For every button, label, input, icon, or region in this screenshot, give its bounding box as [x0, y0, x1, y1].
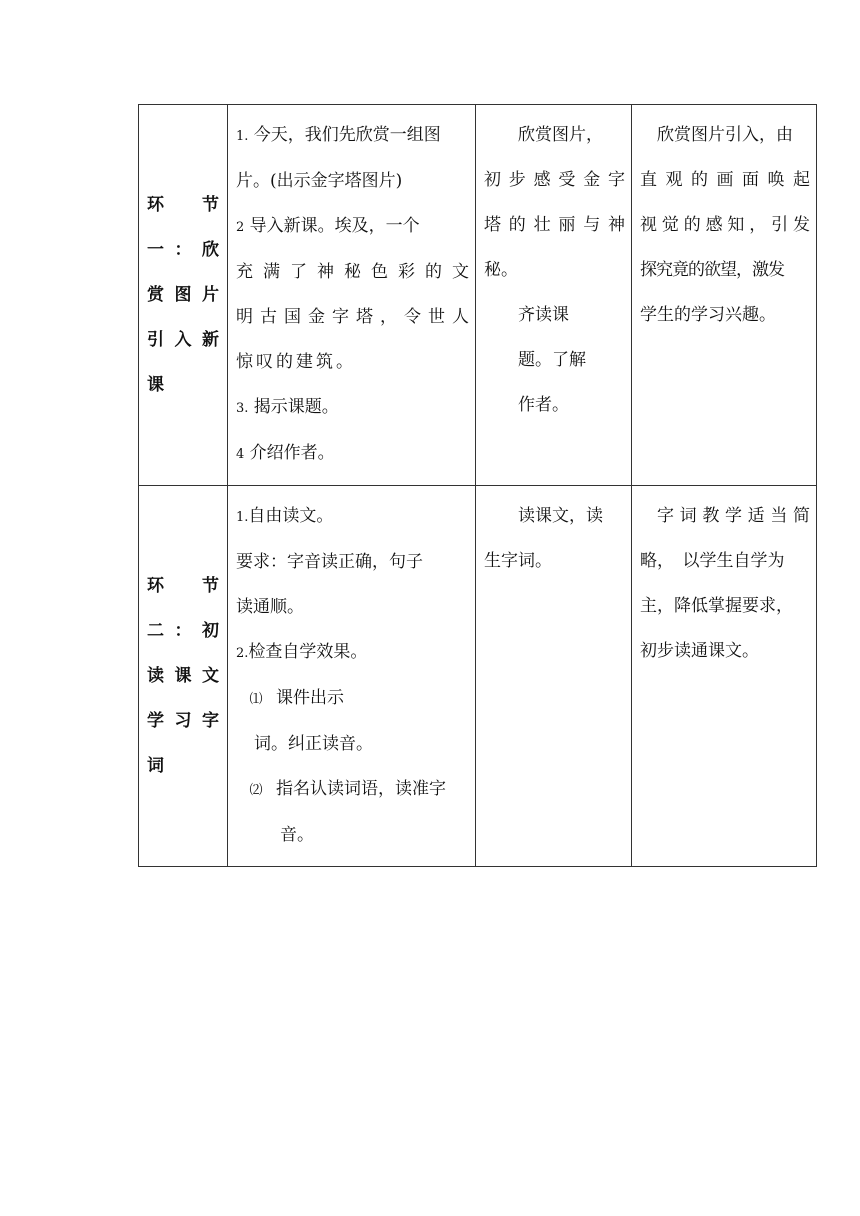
student-activity-cell — [476, 105, 632, 486]
teacher-text: 充满了神秘色彩的文 — [236, 262, 469, 282]
teacher-text: 课件出示 — [276, 688, 344, 708]
design-text: 探究竟的欲望，激发 — [640, 260, 784, 280]
item-number: 1. — [236, 510, 249, 525]
design-text: 初步读通课文。 — [640, 641, 759, 661]
design-text: 欣赏图片引入，由 — [657, 125, 793, 145]
stage-line: 读课文 — [147, 665, 219, 686]
stage-line: 二：初 — [147, 620, 219, 641]
item-number: 3. — [236, 401, 249, 416]
teacher-activity-cell — [228, 486, 476, 867]
student-text: 秘。 — [484, 260, 518, 280]
design-text: 字词教学适当简 — [657, 506, 810, 526]
stage-line: 引入新 — [147, 329, 219, 350]
teacher-text: 揭示课题。 — [248, 397, 339, 417]
stage-cell — [139, 486, 228, 867]
student-activity-cell — [476, 486, 632, 867]
teacher-text: 自由读文。 — [248, 506, 334, 526]
teacher-text: 要求：字音读正确，句子 — [236, 552, 423, 572]
teacher-activity-cell — [228, 105, 476, 486]
design-text: 学生的学习兴趣。 — [640, 305, 776, 325]
stage-line: 一：欣 — [147, 239, 219, 260]
item-number: 1. — [236, 129, 249, 144]
design-intent-cell — [632, 105, 817, 486]
teacher-text: 指名认读词语，读准字 — [276, 779, 446, 799]
teacher-text: 介绍作者。 — [244, 443, 335, 463]
teacher-text: 今天，我们先欣赏一组图 — [248, 125, 441, 145]
stage-line: 词 — [147, 755, 164, 776]
design-text: 主，降低掌握要求， — [640, 596, 793, 616]
student-text: 题。了解 — [518, 350, 586, 370]
stage-line: 环 节 — [147, 194, 219, 215]
stage-line: 环 节 — [147, 575, 219, 596]
student-text: 初步感受金字 — [484, 170, 625, 190]
teacher-text: 导入新课。埃及，一个 — [244, 216, 420, 236]
item-number: 2. — [236, 646, 249, 661]
sub-item-number: ⑵ — [249, 783, 263, 798]
table-row — [139, 486, 817, 867]
design-text: 视觉的感知，引发 — [640, 215, 810, 235]
student-text: 作者。 — [518, 395, 569, 415]
stage-cell — [139, 105, 228, 486]
item-number: 2 — [236, 220, 245, 235]
teacher-text: 读通顺。 — [236, 597, 304, 617]
table-row — [139, 105, 817, 486]
teacher-text: 检查自学效果。 — [248, 642, 368, 662]
teacher-text: 音。 — [280, 825, 314, 845]
teacher-text: 词。纠正读音。 — [254, 734, 373, 754]
stage-line: 课 — [147, 374, 164, 395]
design-intent-cell — [632, 486, 817, 867]
student-text: 齐读课 — [518, 305, 569, 325]
teacher-text: 明古国金字塔，令世人 — [236, 307, 469, 327]
teacher-text: 片。(出示金字塔图片) — [236, 171, 403, 191]
lesson-plan-table — [138, 104, 817, 867]
item-number: 4 — [236, 447, 245, 462]
student-text: 读课文，读 — [518, 506, 603, 526]
student-text: 欣赏图片， — [518, 125, 603, 145]
design-text: 略， 以学生自学为 — [640, 551, 785, 571]
sub-item-number: ⑴ — [249, 692, 263, 707]
stage-line: 赏图片 — [147, 284, 219, 305]
student-text: 塔的壮丽与神 — [484, 215, 625, 235]
stage-line: 学习字 — [147, 710, 219, 731]
student-text: 生字词。 — [484, 551, 552, 571]
design-text: 直观的画面唤起 — [640, 170, 810, 190]
teacher-text: 惊叹的建筑。 — [236, 352, 356, 372]
